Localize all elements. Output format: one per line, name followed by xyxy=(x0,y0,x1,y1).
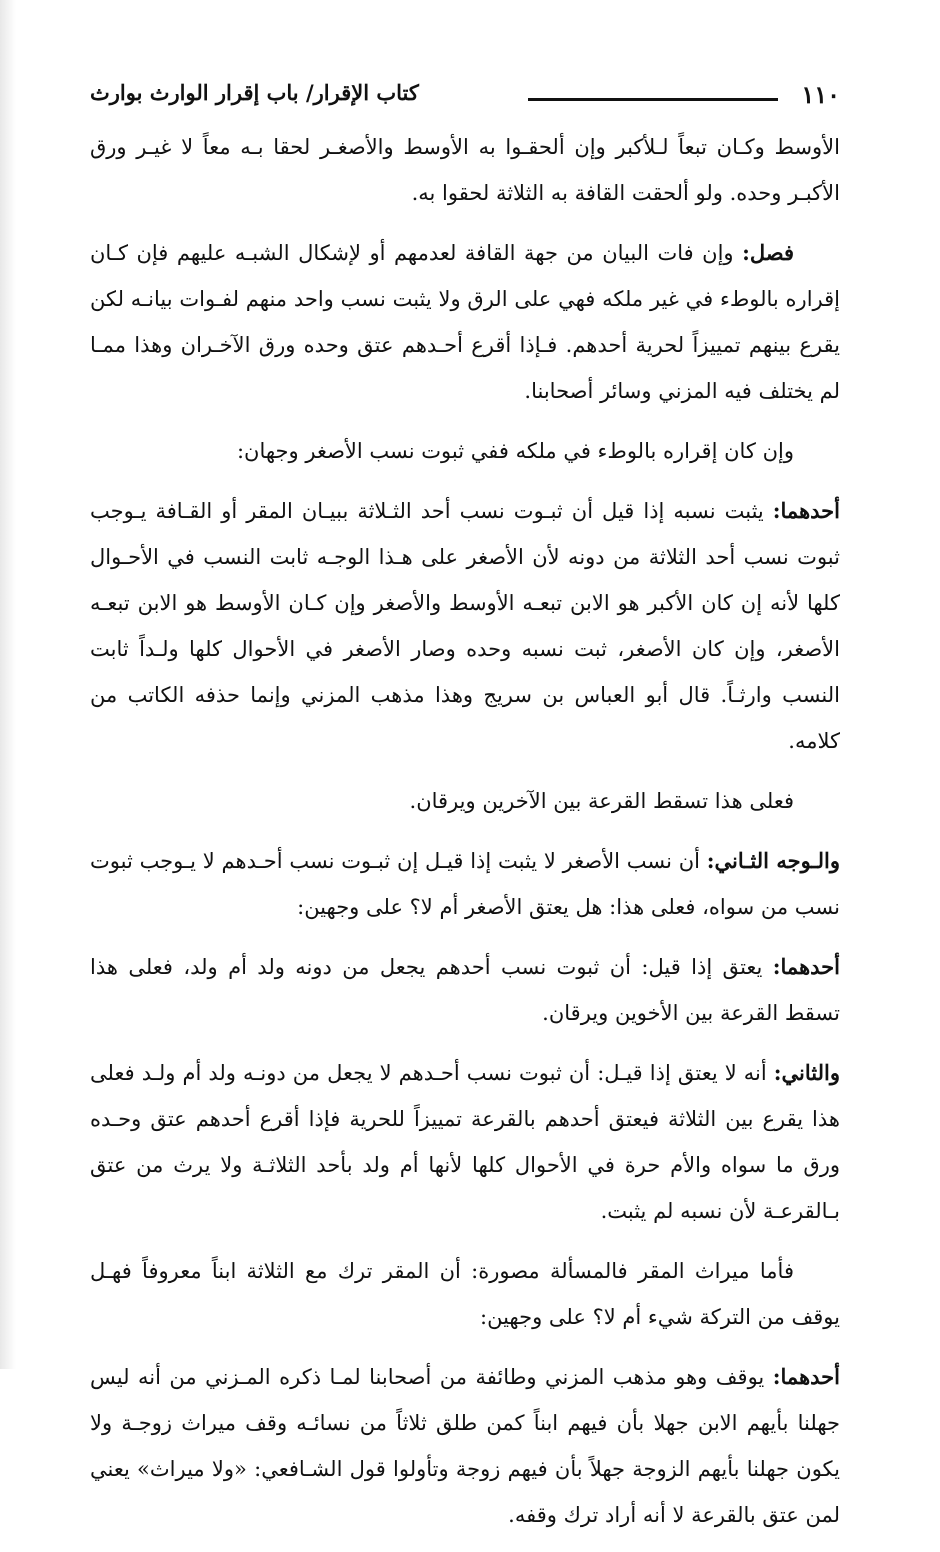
paragraph xyxy=(90,124,840,216)
running-title: كتاب الإقرار/ باب إقرار الوارث بوارث xyxy=(90,80,419,105)
paragraph-text: أن نسب الأصغر لا يثبت إذا قيـل إن ثبـوت نسب أحـدهم لا يـوجب ثبوت نسب من سواه، فعلى هذا: هل يعتق الأصغر أم لا؟ على وجهين: xyxy=(90,849,840,919)
page-header xyxy=(90,80,840,120)
paragraph-text: يثبت نسبه إذا قيل أن ثبـوت نسب أحد الثـلاثة ببيـان المقر أو القـافة يـوجب ثبوت نسب أحد الثلاثة من دونه لأن الأصغر على هـذا الوجـه ثابت النسب في الأحـوال كلها لأنه إن كان الأكبر هو الابن تبعـه الأوسط والأصغر وإن كـان الأوسط هو الابن تبعـه الأصغر، وإن كان الأصغر، ثبت نسبه وحده وصار الأصغر في الأحوال كلها ولـداً ثابت النسب وارثـاً. قال أبو العباس بن سريج وهذا مذهب المزني وإنما حذفه الكاتب من كلامه. xyxy=(90,499,840,753)
paragraph-text: يعتق إذا قيل: أن ثبوت نسب أحدهم يجعل من دونه ولد أم ولد، فعلى هذا تسقط القرعة بين الأخوين ويرقان. xyxy=(90,955,840,1025)
paragraph-lead: أحدهما: xyxy=(772,1364,840,1389)
paragraph-lead: أحدهما: xyxy=(772,498,840,523)
paragraph xyxy=(90,428,840,474)
paragraph-lead: والـوجه الثـاني: xyxy=(706,848,841,873)
paragraph-lead: فصل: xyxy=(742,240,794,265)
paragraph-text: فعلى هذا تسقط القرعة بين الآخرين ويرقان. xyxy=(409,789,794,813)
scan-edge-shadow xyxy=(0,0,16,1369)
paragraph-text: الأوسط وكـان تبعاً لـلأكبر وإن ألحقـوا به الأوسط والأصغـر لحقا بـه معاً لا غيـر ورق الأكبـر وحده. ولو ألحقت القافة به الثلاثة لحقوا به. xyxy=(90,135,840,205)
page-number: ١١٠ xyxy=(801,80,840,109)
paragraph-text: فأما ميراث المقر فالمسألة مصورة: أن المقر ترك مع الثلاثة ابناً معروفاً فهـل يوقف من التركة شيء أم لا؟ على وجهين: xyxy=(90,1259,840,1329)
paragraph-text: يوقف وهو مذهب المزني وطائفة من أصحابنا لمـا ذكره المـزني من أنه ليس جهلنا بأيهم الابن جهلا بأن فيهم ابناً كمن طلق ثلاثاً من نسائـه وقف ميراث زوجـة ولا يكون جهلنا بأيهم الزوجة جهلاً بأن فيهم زوجة وتأولوا قول الشـافعي: «ولا ميراث» يعني لمن عتق بالقرعة لا أنه أراد ترك وقفه. xyxy=(90,1365,840,1527)
paragraph xyxy=(90,944,840,1036)
page-body xyxy=(90,124,840,1552)
paragraph xyxy=(90,230,840,414)
paragraph-lead: أحدهما: xyxy=(772,954,840,979)
paragraph xyxy=(90,1248,840,1340)
paragraph-text: وإن فات البيان من جهة القافة لعدمهم أو لإشكال الشبـه عليهم فإن كـان إقراره بالوطء في غير ملكه فهي على الرق ولا يثبت نسب واحد منهم لفـوات بيانـه لكن يقرع بينهم تمييزاً لحرية أحدهم. فـإذا أقرع أحـدهم عتق وحده ورق الآخـران وهذا ممـا لم يختلف فيه المزني وسائر أصحابنا. xyxy=(90,241,840,403)
paragraph-text: وإن كان إقراره بالوطء في ملكه ففي ثبوت نسب الأصغر وجهان: xyxy=(236,439,794,463)
paragraph xyxy=(90,1354,840,1538)
paragraph xyxy=(90,1050,840,1234)
paragraph-text: أنه لا يعتق إذا قيـل: أن ثبوت نسب أحـدهم لا يجعل من دونـه ولد أم ولـد فعلى هذا يقرع بين الثلاثة فيعتق أحدهم بالقرعة تمييزاً للحرية فإذا أقرع أحدهم عتق وحـده ورق ما سواه والأم حرة في الأحوال كلها لأنها أم ولد بأحد الثلاثـة ولا يرث من عتق بـالقرعـة لأن نسبه لم يثبت. xyxy=(90,1061,840,1223)
header-rule xyxy=(528,98,778,101)
paragraph xyxy=(90,838,840,930)
paragraph xyxy=(90,488,840,764)
paragraph xyxy=(90,778,840,824)
paragraph-lead: والثاني: xyxy=(773,1060,840,1085)
